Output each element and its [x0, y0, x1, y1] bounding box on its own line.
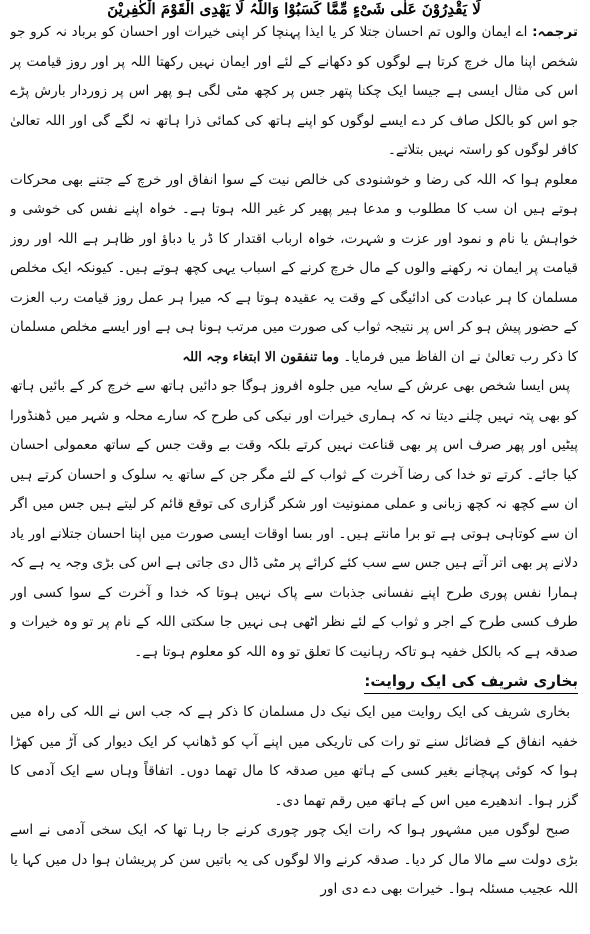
translation-label: ترجمہ:: [532, 24, 578, 40]
inline-quran-quote: وما تنفقون الا ابتغاء وجہ اللہ: [182, 349, 340, 365]
explanation-text: معلوم ہوا کہ اللہ کی رضا و خوشنودی کی خالص نیت کے سوا انفاق اور خرچ کے جتنے بھی محرکات ہوتے ہیں ان سب کا مطلوب و مدعا ہیر پھیر کر غیر اللہ ہوتا ہے۔ خواہ اپنے نفس کی خوشی و خواہش یا نام و نمود اور عزت و شہرت، خواہ ارباب اقتدار کا ڈر یا دباؤ اور ظاہر ہے اللہ اور روز قیامت پر ایمان نہ رکھنے والوں کے مال خرچ کرنے کے اسباب یہی کچھ ہوتے ہیں۔ کیونکہ ایک مخلص مسلمان کا ہر عبادت کی ادائیگی کے وقت یہ عقیدہ ہوتا ہے کہ میرا ہر عمل روز قیامت رب العزت کے حضور پیش ہو کر اس پر نتیجہ ثواب کی صورت میں مرتب ہونا ہی ہے اور ایسے مخلص مسلمان کا ذکر رب تعالیٰ نے ان الفاظ میں فرمایا۔: [10, 171, 578, 365]
translation-paragraph: [10, 18, 578, 166]
bukhari-narration-paragraph: بخاری شریف کی ایک روایت میں ایک نیک دل مسلمان کا ذکر ہے کہ جب اس نے اللہ کی راہ میں خفیہ انفاق کے فضائل سنے تو رات کی تاریکی میں اپنے آپ کو ڈھانپ کر ایک دیوار کی آڑ میں کھڑا ہوا کہ کوئی پہچانے بغیر کسی کے ہاتھ میں صدقہ کا مال تھما دوں۔ اتفاقاً وہاں سے ایک آدمی کا گزر ہوا۔ اندھیرے میں اس کے ہاتھ میں رقم تھما دی۔: [10, 704, 578, 809]
translation-text: اے ایمان والوں تم احسان جتلا کر یا ایذا پہنچا کر اپنی خیرات اور احسان کو برباد نہ کرو جو شخص اپنا مال خرچ کرتا ہے لوگوں کو دکھانے کے لئے اور ایمان نہیں رکھتا اللہ پر اور روز قیامت پر اس کی مثال ایسی ہے جیسا ایک چکنا پتھر جس پر کچھ مٹی لگی ہو پھر اس پر زوردار بارش پڑے جو اس کو بالکل صاف کر دے ایسے لوگوں کو اپنے ہاتھ کی کمائی ذرا ہاتھ نہ لگے گی اور اللہ تعالیٰ کافر لوگوں کو راستہ نہیں بتلاتے۔: [10, 24, 578, 158]
morning-story-paragraph: صبح لوگوں میں مشہور ہوا کہ رات ایک چور چوری کرنے جا رہا تھا کہ ایک سخی آدمی نے اسے بڑی دولت سے مالا مال کر دیا۔ صدقہ کرنے والا لوگوں کی یہ باتیں سن کر پریشان ہوا دل میں کہا یا اللہ عجیب مسئلہ ہوا۔ خیرات بھی دے دی اور: [10, 822, 578, 897]
arsh-shade-paragraph: پس ایسا شخص بھی عرش کے سایہ میں جلوہ افروز ہوگا جو دائیں ہاتھ سے خرچ کر کے بائیں ہاتھ کو بھی پتہ نہیں چلنے دیتا نہ کہ ہماری خیرات اور نیکی کی طرح کہ سارے محلہ و شہر میں ڈھنڈورا پیٹیں اور پھر صرف اس پر بھی قناعت نہیں کرتے بلکہ وقت بے وقت جس کے ساتھ معمولی احسان کیا جائے۔ کرتے تو خدا کی رضا آخرت کے ثواب کے لئے مگر جن کے ساتھ یہ سلوک و احسان کرتے ہیں ان سے کچھ نہ کچھ زبانی و عملی ممنونیت اور شکر گزاری کی توقع قائم کر لیتے ہیں جس میں اگر ان سے کوتاہی ہوتی ہے تو برا مانتے ہیں۔ اور بسا اوقات ایسی صورت میں اپنا احسان جتلانے اور یاد دلانے پر بھی اتر آتے ہیں جس سے سب کئے کرائے پر مٹی ڈال دی جاتی ہے اس کی بڑی وجہ یہ ہے کہ ہمارا نفس پوری طرح اپنے نفسانی جذبات سے پاک نہیں ہوتا کہ خدا و آخرت کے سوا کسی اور طرف کسی طرح کے اجر و ثواب کے لئے نظر اٹھی ہی نہیں جا سکتی اللہ کے نام پر تو وہ خیرات و صدقہ ہے کہ بالکل خفیہ ہو تاکہ رہانیت کا تعلق تو وہ اللہ کو معلوم ہوتا ہے۔: [10, 378, 578, 660]
section-heading: بخاری شریف کی ایک روایت:: [364, 670, 578, 694]
section-heading-row: [10, 667, 578, 698]
explanation-paragraph: [10, 166, 578, 373]
quran-verse-ending: لَا یَقْدِرُوْنَ عَلٰی شَیْءٍ مِّمَّا کَسَبُوْا وَاللّٰہُ لَا یَھْدِی الْقَوْمَ الْکٰفِرِیْنَ: [107, 0, 481, 18]
